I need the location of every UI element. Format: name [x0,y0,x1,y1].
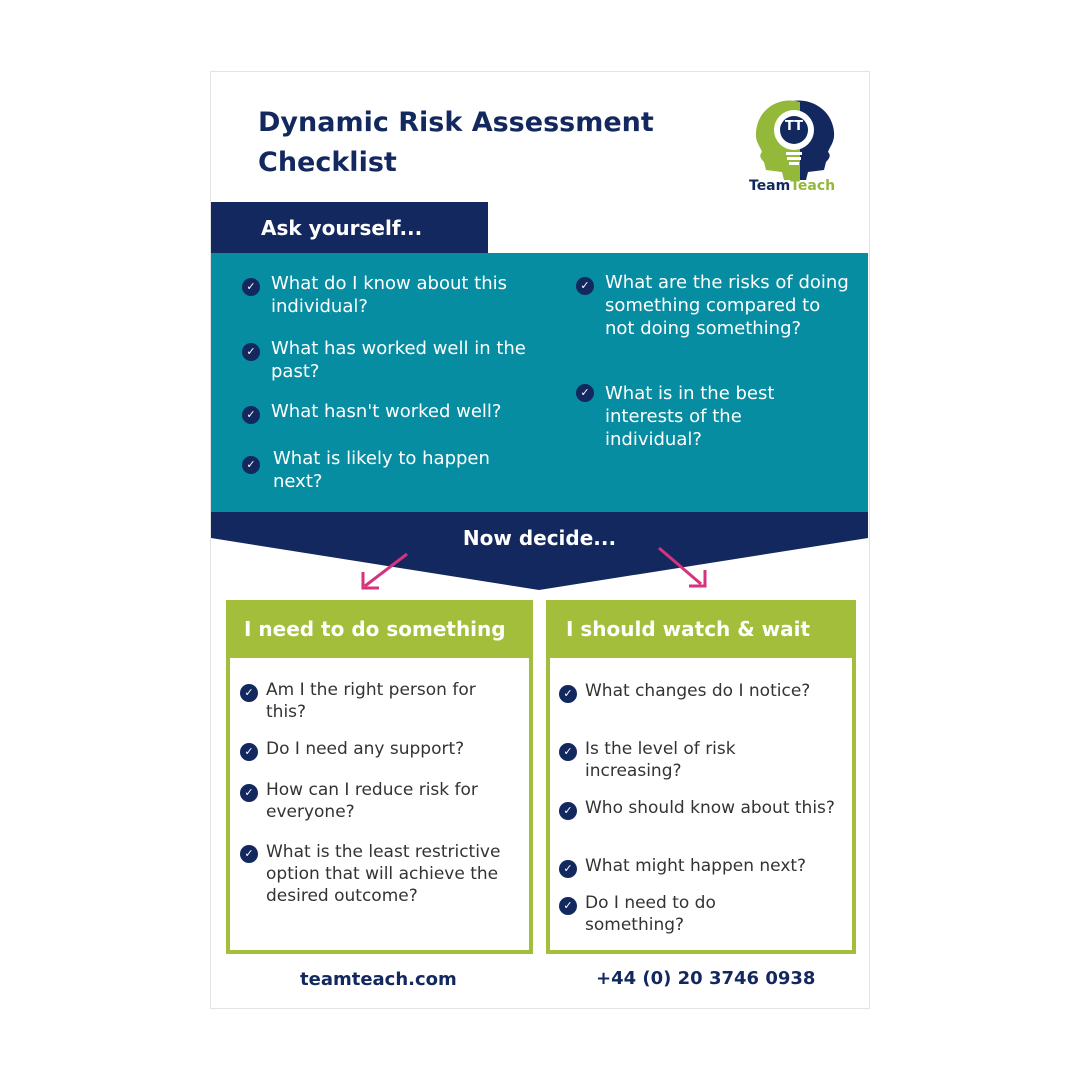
arrow-left-icon [355,548,415,592]
watch-wait-heading: I should watch & wait [566,617,811,641]
ask-item: What has worked well in the past? [271,338,526,382]
check-icon: ✓ [242,406,260,424]
check-icon: ✓ [242,456,260,474]
phone-number[interactable]: +44 (0) 20 3746 0938 [596,968,816,989]
watch-item: Do I need to do something? [585,893,716,935]
ask-item: What are the risks of doing something compared to not doing something? [605,272,849,339]
logo-monogram: TT [784,119,804,134]
ask-heading: Ask yourself... [261,216,423,240]
do-item: How can I reduce risk for everyone? [266,780,478,822]
logo-text-teach: Teach [790,178,836,194]
decide-banner [211,512,868,590]
check-icon: ✓ [240,845,258,863]
ask-yourself-tab [211,202,488,254]
check-icon: ✓ [576,384,594,402]
do-item: Am I the right person for this? [266,680,476,722]
do-something-heading: I need to do something [244,617,506,641]
watch-item: Is the level of risk increasing? [585,739,736,781]
watch-item: Who should know about this? [585,798,835,818]
watch-item: What changes do I notice? [585,681,811,701]
ask-item: What is in the best interests of the individual? [605,383,775,450]
check-icon: ✓ [559,685,577,703]
check-icon: ✓ [576,277,594,295]
arrow-right-icon [655,544,715,592]
check-icon: ✓ [240,743,258,761]
check-icon: ✓ [242,278,260,296]
check-icon: ✓ [559,860,577,878]
logo-text-team: Team [749,178,791,194]
decide-label: Now decide... [462,526,617,550]
ask-item: What is likely to happen next? [273,448,490,492]
check-icon: ✓ [240,784,258,802]
check-icon: ✓ [559,802,577,820]
check-icon: ✓ [240,684,258,702]
website-link[interactable]: teamteach.com [300,969,457,990]
page-title: Dynamic Risk Assessment Checklist [258,107,654,178]
do-something-header [226,600,533,658]
ask-item: What hasn't worked well? [271,401,502,422]
watch-item: What might happen next? [585,856,807,876]
do-item: Do I need any support? [266,739,465,759]
ask-item: What do I know about this individual? [271,273,507,317]
logo-wordmark [749,178,835,194]
check-icon: ✓ [559,897,577,915]
watch-wait-header [546,600,856,658]
check-icon: ✓ [559,743,577,761]
do-item: What is the least restrictive option that will achieve the desired outcome? [266,842,501,906]
check-icon: ✓ [242,343,260,361]
